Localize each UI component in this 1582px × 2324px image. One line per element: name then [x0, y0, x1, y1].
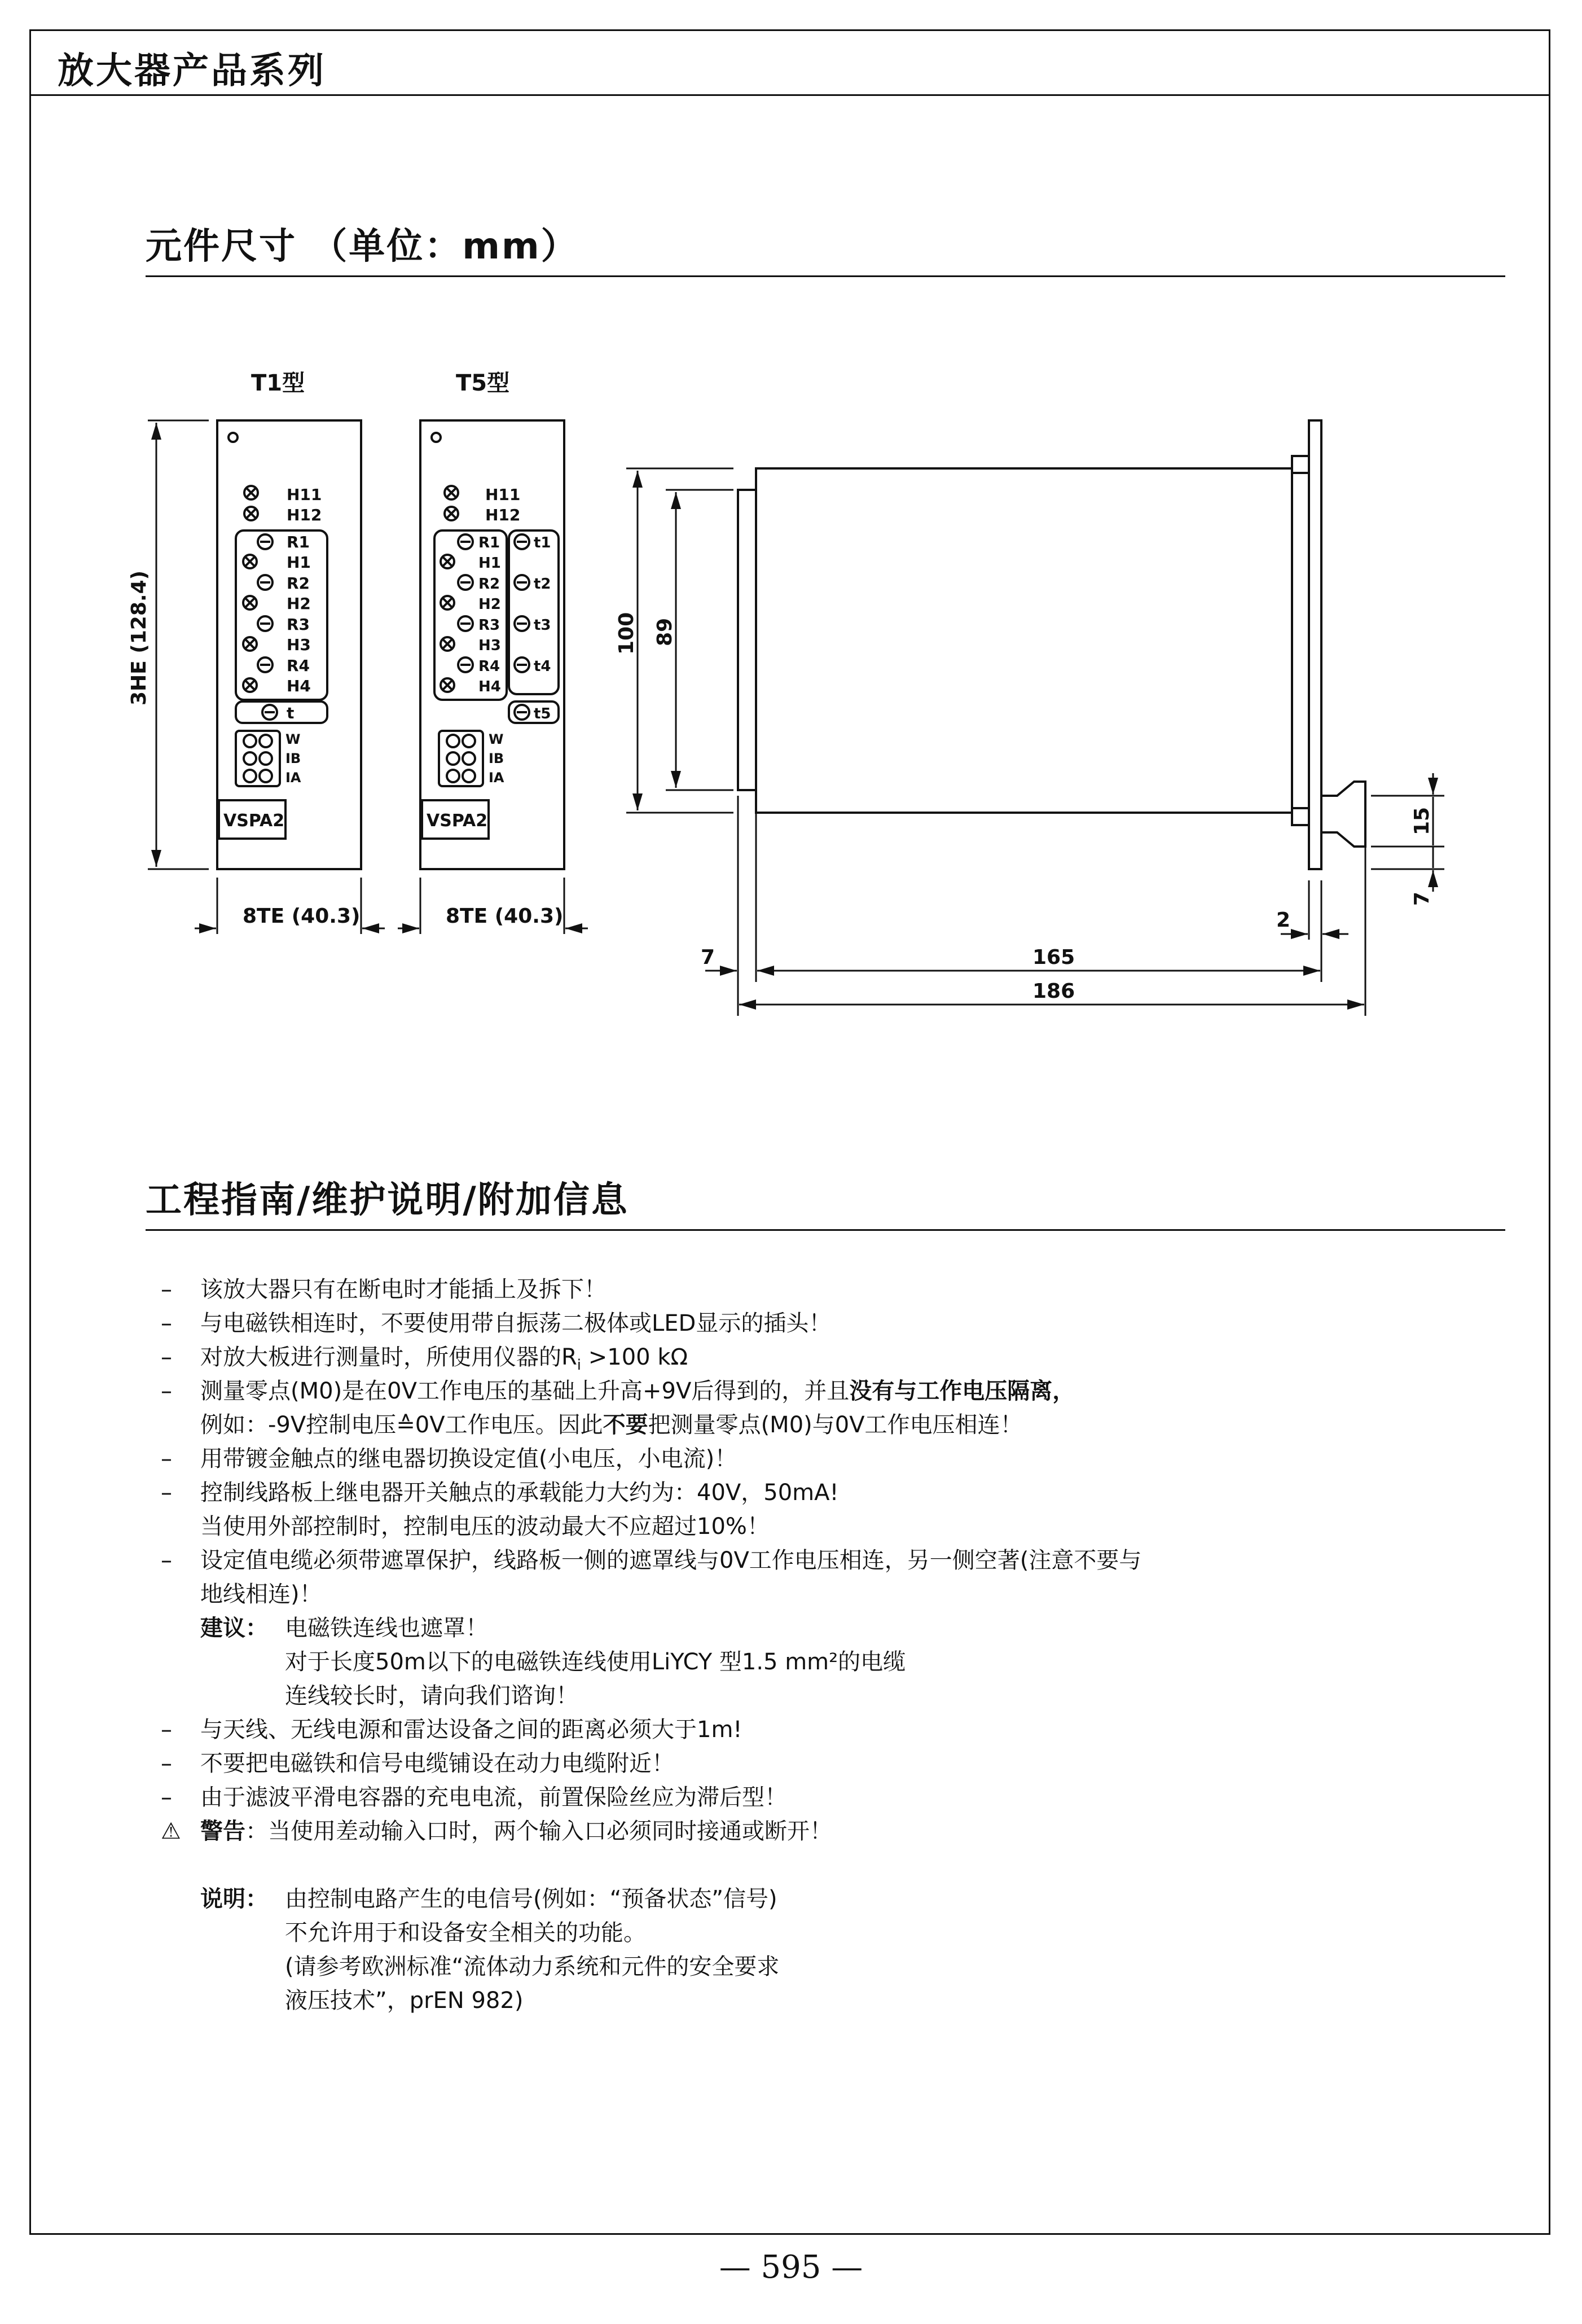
t5-width-dim: 8TE (40.3)	[446, 905, 564, 928]
pot-h2-icon	[243, 596, 257, 609]
front-panel-t1	[148, 420, 385, 934]
t5-time-label: t3	[534, 617, 551, 634]
test-socket-icon	[439, 731, 483, 786]
t5-pot-label: H4	[478, 678, 501, 695]
led-h11-icon	[445, 486, 458, 499]
t1-socket-label: W	[285, 731, 301, 747]
t1-pot-label: H3	[287, 635, 311, 654]
pot-r3-icon	[258, 616, 273, 631]
dim-2: 2	[1276, 909, 1291, 932]
t5-time-label: t1	[534, 534, 551, 551]
t5-pot-label: R3	[478, 617, 500, 634]
pot-t2-icon	[515, 575, 529, 590]
pot-r1-icon	[458, 534, 473, 549]
dim-186: 186	[1032, 980, 1075, 1003]
page-number: — 595 —	[719, 2249, 863, 2286]
pot-h1-icon	[441, 555, 454, 568]
pot-t1-icon	[515, 534, 529, 549]
test-socket-icon	[236, 731, 280, 786]
t1-label: T1型	[251, 370, 305, 396]
pot-h3-icon	[243, 637, 257, 651]
pot-r2-icon	[258, 575, 273, 590]
t1-width-dim: 8TE (40.3)	[243, 905, 361, 928]
t5-led-label: H12	[485, 506, 521, 524]
pot-h1-icon	[243, 555, 257, 568]
pot-h4-icon	[243, 678, 257, 692]
dimension-drawing	[0, 0, 1582, 1044]
pot-r2-icon	[458, 575, 473, 590]
t1-pot-label: R1	[287, 533, 310, 551]
dim-165: 165	[1032, 946, 1075, 969]
t5-badge: VSPA2	[427, 811, 488, 831]
pot-r3-icon	[458, 616, 473, 631]
t5-pot-label: H3	[478, 637, 501, 654]
dim-89: 89	[653, 617, 676, 646]
t1-pot-label: H4	[287, 677, 311, 695]
dim-7-right: 7	[1410, 891, 1434, 906]
pot-t5-icon	[515, 705, 529, 720]
t5-pot-label: R2	[478, 576, 500, 593]
t1-socket-label: IA	[285, 770, 301, 786]
t5-pot-label: H1	[478, 555, 501, 572]
t5-time-label: t2	[534, 576, 551, 593]
t1-led-label: H11	[287, 485, 322, 504]
t1-pot-label: R4	[287, 656, 310, 675]
pot-h2-icon	[441, 596, 454, 609]
t5-time-label: t5	[534, 705, 551, 722]
t1-socket-label: IB	[285, 751, 301, 766]
warning-icon: ⚠	[161, 1818, 181, 1844]
t1-pot-label: R3	[287, 615, 310, 634]
dim-100: 100	[615, 612, 638, 655]
t1-badge: VSPA2	[223, 811, 285, 831]
t5-label: T5型	[456, 370, 510, 396]
t5-pot-label: R4	[478, 658, 500, 675]
led-h11-icon	[244, 486, 258, 499]
pot-h4-icon	[441, 678, 454, 692]
pot-t4-icon	[515, 657, 529, 672]
t5-socket-label: IB	[489, 751, 504, 766]
pot-t-icon	[262, 705, 277, 720]
dimensions-section-title: 元件尺寸 （单位：mm）	[146, 226, 579, 268]
t5-pot-label: R1	[478, 534, 500, 551]
pot-r4-icon	[258, 657, 273, 672]
t1-led-label: H12	[287, 506, 322, 524]
notes-section-title: 工程指南/维护说明/附加信息	[146, 1179, 629, 1221]
pot-t3-icon	[515, 616, 529, 631]
pot-r1-icon	[258, 534, 273, 549]
t5-pot-label: H2	[478, 596, 501, 613]
side-view	[626, 420, 1444, 1016]
t5-time-label: t4	[534, 658, 551, 675]
t1-pot-label: H2	[287, 594, 311, 613]
t1-pot-label: H1	[287, 553, 311, 572]
t5-led-label: H11	[485, 485, 521, 504]
notes-section-rule	[146, 1229, 1505, 1231]
t1-height-dim: 3HE (128.4)	[128, 570, 151, 705]
t1-pot-label: R2	[287, 574, 310, 593]
header-title: 放大器产品系列	[58, 50, 326, 92]
dim-15: 15	[1410, 806, 1434, 835]
dim-7: 7	[701, 946, 715, 969]
led-h12-icon	[445, 507, 458, 520]
led-h12-icon	[244, 507, 258, 520]
t5-socket-label: W	[489, 731, 504, 747]
t5-socket-label: IA	[489, 770, 504, 786]
pot-h3-icon	[441, 637, 454, 651]
pot-r4-icon	[458, 657, 473, 672]
t1-t-label: t	[287, 704, 295, 722]
